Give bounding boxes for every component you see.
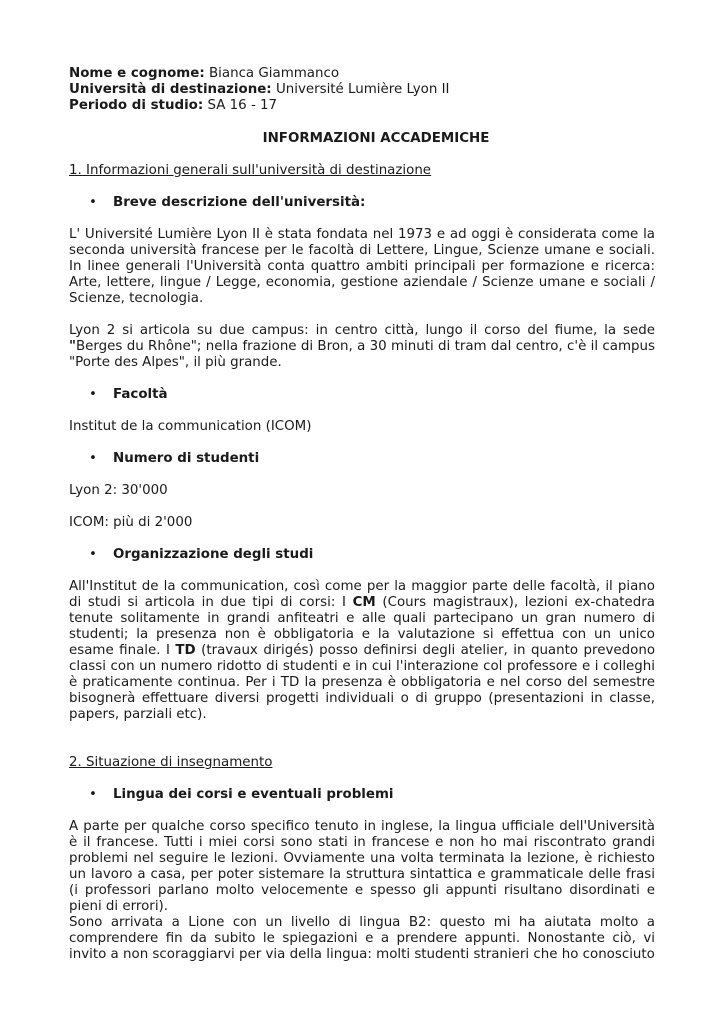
students-lyon: Lyon 2: 30'000 [69,483,168,498]
page-title: INFORMAZIONI ACCADEMICHE [262,131,490,146]
period-line [69,98,655,114]
bullet-dot: • [89,195,97,210]
university-line [69,82,655,98]
language-paragraph-2: Sono arrivata a Lione con un livello di lingua B2: questo mi ha aiutata molto a comprendere fin da subito le spiegazioni e a prendere appunti. Nonostante ciò, vi invito a non scoraggiarvi per via della lingua: molti studenti stranieri che ho conosciuto [69,915,655,962]
faculty-text: Institut de la communication (ICOM) [69,419,312,434]
description-p2-end: Berges du Rhône"; nella frazione di Bron, a 30 minuti di tram dal centro, c'è il campus "Porte des Alpes", il più grande. [69,339,655,370]
bullet-students [69,451,655,467]
language-paragraph-1: A parte per qualche corso specifico tenuto in inglese, la lingua ufficiale dell'Università è il francese. Tutti i miei corsi sono stati in francese e non ho mai riscontrato grandi problemi nel seguire le lezioni. Ovviamente una volta terminata la lezione, è richiesto un lavoro a casa, per poter sistemare la struttura sintattica e grammaticale delle frasi (i professori parlano molto velocemente e spesso gli appunti risultano disordinati e pieni di errori). [69,819,655,914]
bullet-language-label: Lingua dei corsi e eventuali problemi [113,787,394,802]
bullet-description-label: Breve descrizione dell'università: [113,195,366,210]
org-text-3: (travaux dirigés) posso definirsi degli atelier, in quanto prevedono classi con un numero ridotto di studenti e in cui l'interazione col professore e i colleghi è praticamente continua. Per i TD la presenza è obbligatoria e nel corso del semestre bisognerà effettuare diversi progetti individuali o di gruppo (presentazioni in classe, papers, parziali etc). [69,643,656,722]
organization-paragraph [69,579,655,723]
description-paragraph-1: L' Université Lumière Lyon II è stata fondata nel 1973 e ad oggi è considerata come la seconda università francese per le facoltà di Lettere, Lingue, Scienze umane e sociali. In linee generali l'Università conta quattro ambiti principali per formazione e ricerca: Arte, lettere, lingue / Legge, economia, gestione aziendale / Scienze umane e sociali / Scienze, tecnologia. [69,227,655,306]
bullet-faculty [69,387,655,403]
bullet-organization [69,547,655,563]
org-text-2: (Cours magistraux), lezioni ex-chatedra tenute solitamente in grandi anfiteatri e alle quali partecipano un gran numero di studenti; la presenza non è obbligatoria e la valutazione si effettua con un unico esame finale. I [69,595,656,658]
bullet-language [69,787,655,803]
org-td: TD [175,643,196,658]
section-1-heading: 1. Informazioni generali sull'università di destinazione [69,163,432,178]
period-label: Periodo di studio: [69,98,204,113]
name-line [69,66,655,82]
bullet-students-label: Numero di studenti [113,451,260,466]
description-p2-quote: " [69,339,76,354]
period-value: SA 16 - 17 [207,98,278,113]
document-body [69,66,655,963]
bullet-faculty-label: Facoltà [113,387,168,402]
bullet-dot: • [89,451,97,466]
org-cm: CM [352,595,376,610]
university-value: Université Lumière Lyon II [275,82,450,97]
bullet-description [69,195,655,211]
description-p2-start: Lyon 2 si articola su due campus: in centro città, lungo il corso del fiume, la sede [69,323,655,338]
bullet-dot: • [89,787,97,802]
bullet-dot: • [89,387,97,402]
students-icom: ICOM: più di 2'000 [69,515,193,530]
university-label: Università di destinazione: [69,82,272,97]
description-paragraph-2 [69,323,655,371]
bullet-dot: • [89,547,97,562]
section-2-heading: 2. Situazione di insegnamento [69,755,273,770]
name-label: Nome e cognome: [69,66,205,81]
bullet-organization-label: Organizzazione degli studi [113,547,314,562]
org-text-1: All'Institut de la communication, così come per la maggior parte delle facoltà, il piano di studi si articola in due tipi di corsi: I [69,579,655,610]
name-value: Bianca Giammanco [208,66,340,81]
